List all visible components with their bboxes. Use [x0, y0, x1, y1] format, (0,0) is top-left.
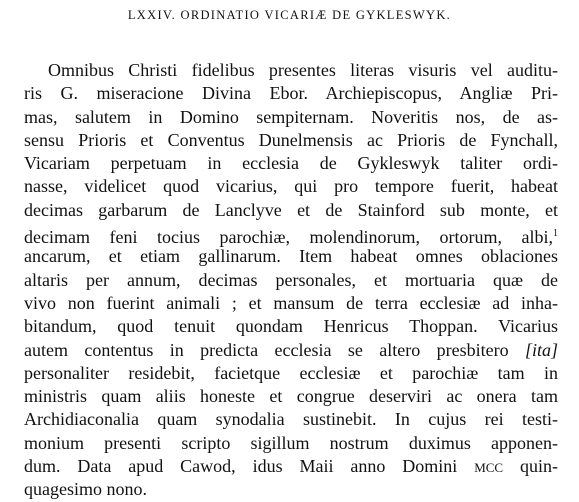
text-line-6: nasse, videlicet quod vicarius, qui pro tempore fuerit, habeat	[24, 176, 558, 197]
text-line-13-body: autem contentus in predicta ecclesia se altero presbitero	[24, 339, 525, 360]
editorial-insertion: [ita]	[524, 339, 558, 360]
text-line-8	[24, 222, 558, 248]
text-line-11: vivo non fuerint animali ; et mansum de terra ecclesiæ ad inha-	[24, 292, 558, 313]
text-line-1: Omnibus Christi fidelibus presentes literas visuris vel auditu-	[48, 60, 558, 80]
text-line-18-end: quin-	[503, 456, 558, 477]
text-line-18	[24, 455, 558, 478]
text-line-7: decimas garbarum de Lanclyve et de Stainford sub monte, et	[24, 199, 558, 220]
text-line-8-body: decimam feni tocius parochiæ, molendinorum, ortorum, albi,	[24, 227, 553, 248]
text-line-14: personaliter residebit, facietque ecclesiæ et parochiæ tam in	[24, 362, 558, 383]
charter-text	[24, 59, 558, 502]
text-line-17: monium presenti scripto sigillum nostrum duximus apponen-	[24, 432, 558, 453]
text-line-3: mas, salutem in Domino sempiternam. Noveritis nos, de as-	[24, 106, 558, 127]
document-heading: LXXIV. ORDINATIO VICARIÆ DE GYKLESWYK.	[127, 8, 452, 22]
text-line-12: bitandum, quod tenuit quondam Henricus Thoppan. Vicarius	[24, 316, 558, 337]
text-line-16: Archidiaconalia quam synodalia sustinebit. In cujus rei testi-	[24, 409, 558, 430]
text-line-4: sensu Prioris et Conventus Dunelmensis ac Prioris de Fynchall,	[24, 129, 558, 150]
text-line-15: ministris quam aliis honeste et congrue deserviri ac onera tam	[24, 386, 558, 407]
text-line-5: Vicariam perpetuam in ecclesia de Gykleswyk taliter ordi-	[24, 153, 558, 174]
text-line-9: ancarum, et etiam gallinarum. Item habeat omnes oblaciones	[24, 246, 558, 267]
text-line-19: quagesimo nono.	[24, 479, 147, 500]
roman-numeral-date: mcc	[474, 456, 504, 477]
text-line-10: altaris per annum, decimas personales, et mortuaria quæ de	[24, 269, 558, 290]
text-line-18-body: dum. Data apud Cawod, idus Maii anno Domini	[24, 456, 475, 477]
text-line-2: ris G. miseracione Divina Ebor. Archiepiscopus, Angliæ Pri-	[24, 83, 558, 104]
text-line-13	[24, 339, 558, 362]
footnote-marker: 1	[553, 228, 558, 240]
